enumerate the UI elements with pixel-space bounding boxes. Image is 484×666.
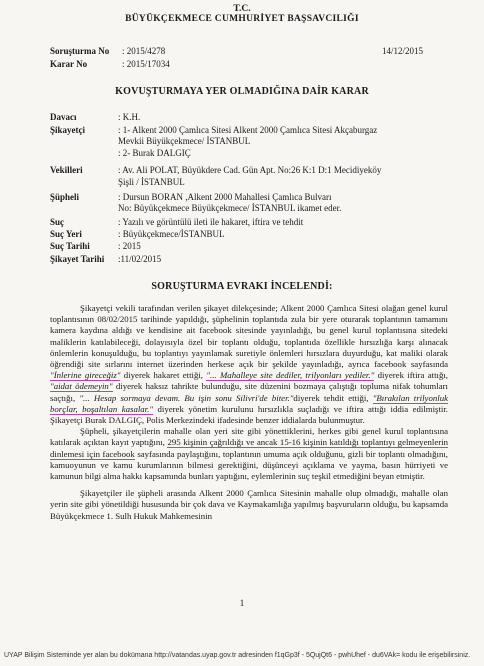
- field-value-suc: : Yazılı ve görüntülü ileti ile hakaret, iftira ve tehdit: [118, 217, 304, 227]
- field-value-vekilleri-2: Şişli / İSTANBUL: [118, 177, 185, 187]
- quote-2: "... Mahalleye site dediler, trilyonları yediler.": [206, 370, 375, 381]
- field-label-suc: Suç: [50, 217, 65, 227]
- sorusturma-label: Soruşturma No: [50, 46, 110, 56]
- field-value-sikayetci-2: Mevkii Büyükçekmece/ İSTANBUL: [118, 136, 251, 146]
- header-institution: BÜYÜKÇEKMECE CUMHURİYET BAŞSAVCILIĞI: [125, 14, 359, 24]
- p2-text-b: sayfasında paylaştığını, toplantının umuma açık olduğunu, gizli bir toplantı olmadığını, kamuoyunun ve kamu kurumlarının bilmesi gerektiğini, düşünceyi açıklama ve yayma, basın hürriyeti ve kamunun bilgi alma hakkı kapsamında bunları yaptığını, eylemlerinin suç teşkil etmediğini beyan etmiştir.: [50, 448, 448, 482]
- p1-text-f: diyerek yönetim kurulunu hırsızlıkla suçladığı ve iftira attığı iddia edilmiştir. Şikayetçi Burak DALGIÇ, Polis Merkezindeki ifadesinde benzer iddialarda bulunmuştur.: [50, 403, 448, 426]
- section-title: SORUŞTURMA EVRAKI İNCELENDİ:: [151, 281, 333, 292]
- quote-1: "İnlerine gireceğiz": [50, 370, 121, 381]
- p1-text-a: Şikayetçi vekili tarafından verilen şikayet dilekçesinde; Alkent 2000 Çamlıca Sitesi olağan genel kurul toplantısının 08/02/2015 tarihinde yapıldığı, şüphelinin toplantıda zula bir yere oturarak toplantının tamamını kamera kaydına aldığı ve kendisine ait facebook sitesinde yayınladığı, bu genel kurul toplantısına sitedeki maliklerin katılabileceği, dolayısıyla özel bir toplantı olduğu, toplantıda özellikle hırsızlığa karşı alınacak önlemlerin konuşulduğu, bu toplantıyı yayınlamak suretiyle önlemleri hırsızlara duyurduğu, kat maliki olarak öğrendiği site sırlarını internet üzerinden herkese açık bir şekilde yayınladığı, ayrıca facebook sayfasında: [50, 303, 448, 370]
- quote-5: "Bırakılan trilyonluk borçlar, boşaltılan kasalar.": [50, 392, 449, 414]
- quote-4: "... Hesap sormaya devam. Bu işin sonu Silivri'de biter.": [79, 392, 294, 403]
- field-label-sikayet-tarihi: Şikayet Tarihi: [50, 254, 105, 264]
- header-tc: T.C.: [233, 4, 251, 14]
- field-label-suc-yeri: Suç Yeri: [50, 229, 82, 239]
- document-date: 14/12/2015: [382, 46, 424, 56]
- field-value-sikayetci-3: : 2- Burak DALGIÇ: [118, 148, 191, 158]
- decision-title: KOVUŞTURMAYA YER OLMADIĞINA DAİR KARAR: [115, 86, 369, 97]
- field-label-davaci: Davacı: [50, 112, 77, 122]
- sorusturma-value: : 2015/4278: [122, 46, 166, 56]
- meta-karar: [50, 59, 87, 69]
- field-value-suc-tarihi: : 2015: [118, 241, 141, 251]
- field-label-vekilleri: Vekilleri: [50, 165, 83, 175]
- field-value-supheli-1: : Dursun BORAN ,Alkent 2000 Mahallesi Çamlıca Bulvarı: [118, 192, 332, 202]
- paragraph-2: [50, 426, 448, 482]
- quote-3: "aidat ödemeyin": [50, 381, 113, 392]
- field-label-sikayetci: Şikayetçi: [50, 125, 85, 135]
- field-value-sikayet-tarihi: :11/02/2015: [118, 254, 162, 264]
- field-label-supheli: Şüpheli: [50, 192, 80, 202]
- field-value-sikayetci-1: : 1- Alkent 2000 Çamlıca Sitesi Alkent 2000 Çamlıca Sitesi Akçaburgaz: [118, 125, 378, 135]
- p1-text-d: diyerek haksız tahrikte bulunduğu, site düzenini bozmaya çalıştığı topluma nifak tohumları saçtığı,: [50, 381, 448, 403]
- field-label-suc-tarihi: Suç Tarihi: [50, 241, 90, 251]
- paragraph-1: [50, 303, 448, 426]
- field-value-suc-yeri: : Büyükçekmece/İSTANBUL: [118, 229, 225, 239]
- karar-label: Karar No: [50, 59, 88, 69]
- field-value-supheli-2: No: Büyükçekmece Büyükçekmece/ İSTANBUL ikamet eder.: [118, 203, 342, 213]
- field-value-vekilleri-1: : Av. Ali POLAT, Büyükdere Cad. Gün Apt. No:26 K:1 D:1 Mecidiyeköy: [118, 165, 382, 175]
- field-value-davaci: : K.H.: [118, 112, 141, 122]
- karar-value: : 2015/17034: [122, 59, 170, 69]
- page-number: 1: [239, 598, 245, 608]
- p2-highlight: 295 kişinin çağrıldığı ve ancak 15-16 kişinin katıldığı toplantıyı gelmeyenlerin dinlemesi için facebook: [50, 437, 448, 459]
- document-body: [50, 303, 448, 522]
- p1-text-b: diyerek hakaret ettiği,: [120, 370, 207, 381]
- meta-sorusturma: [50, 46, 109, 56]
- uyap-footer: UYAP Bilişim Sisteminde yer alan bu dokümana http://vatandas.uyap.gov.tr adresinden f1qGp3f - 5QujQt6 - pwhUhef - du6VAk= kodu ile erişebilirsiniz.: [4, 652, 471, 659]
- p2-text-a: Şüpheli, şikayetçilerin mahalle olan yeri site gibi yönettiklerini, herkes gibi genel kurul toplantısına katılarak açıktan kayıt yaptığını,: [50, 426, 448, 448]
- p1-text-c: diyerek iftira attığı,: [374, 370, 448, 381]
- paragraph-3: Şikayetçiler ile şüpheli arasında Alkent 2000 Çamlıca Sitesinin mahalle olup olmadığı, mahalle olan yerin site gibi yönetildiği hususunda bir çok dava ve Kaymakamlığa yapılmış başvuruların olduğu, bu kapsamda Büyükçekmece 1. Sulh Hukuk Mahkemesinin: [50, 488, 448, 521]
- p1-text-e: diyerek tehdit ettiği,: [293, 392, 373, 403]
